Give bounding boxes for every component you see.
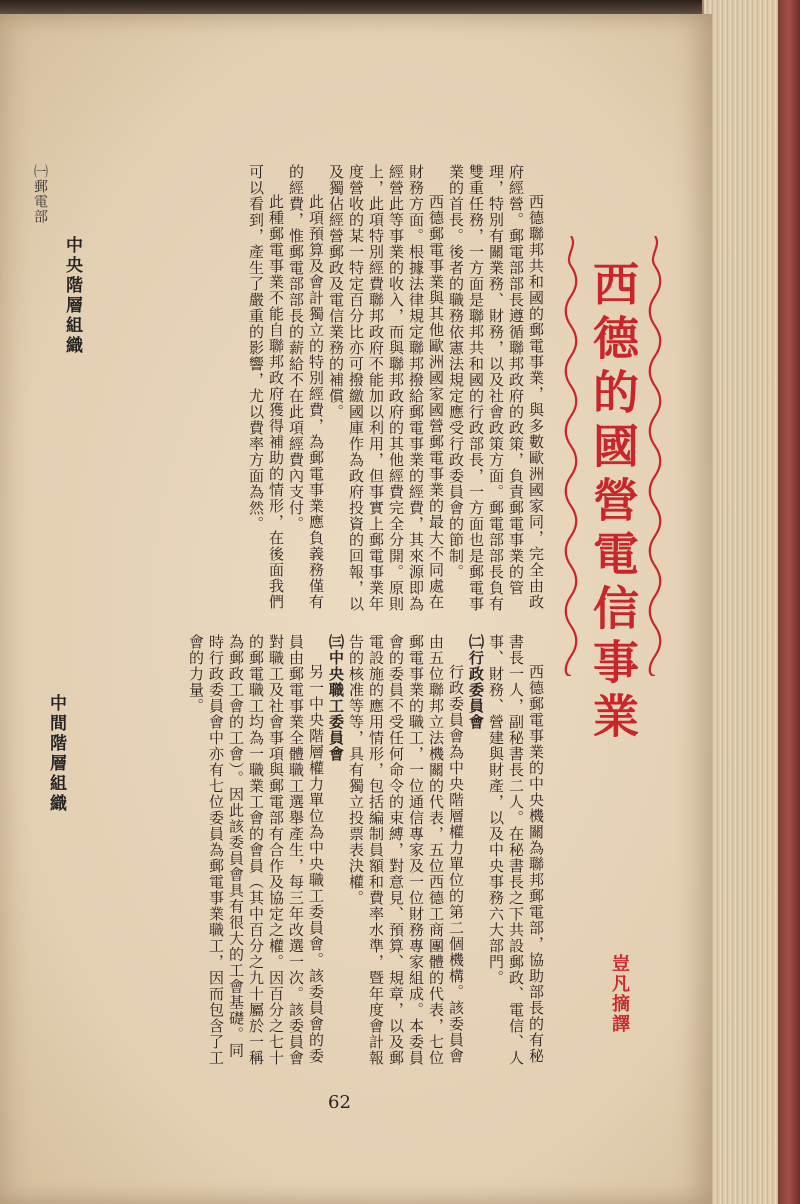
paragraph: 此種郵電事業不能自聯邦政府獲得補助的情形，在後面我們可以看到，產生了嚴重的影響，尤以費率方面為然。 xyxy=(247,164,285,610)
article-title: 西德的國營電信事業 xyxy=(586,260,640,746)
subsection-heading: ㈢中央職工委員會 xyxy=(327,634,345,762)
upper-text-block xyxy=(96,164,546,614)
paragraph: 西德郵電事業與其他歐洲國家國營郵電事業的最大不同處在財務方面。根據法律規定聯邦撥給郵電事業的經費，其來源即為經營此等事業的收入，而與聯邦政府的其他經費完全分開。原則上，此項特別經費聯邦政府不能加以利用，但事實上郵電事業年度營收的某一特定百分比亦可撥繳國庫作為政府投資的回報，以及獨佔經營郵政及電信業務的補償。 xyxy=(327,164,445,612)
right-wave-border xyxy=(648,236,662,676)
paragraph: 行政委員會為中央階層權力單位的第二個機構。該委員會由五位聯邦立法機關的代表，五位西德工商團體的代表，七位郵電事業的職工，一位通信專家及一位財務專家組成。本委員會的委員不受任何命令的束縛，對意見、預算、規章，以及郵電設施的應用情形，包括編制員額和費率水準，暨年度會計報告的核准等等，具有獨立投票表決權。 xyxy=(347,634,465,1066)
book-page xyxy=(0,14,712,1204)
paragraph: 西德聯邦共和國的郵電事業，與多數歐洲國家同，完全由政府經營。郵電部部長遵循聯邦政府的政策，負責郵電事業的管理，特別有關業務、財務，以及社會政策方面。郵電部部長負有雙重任務，一方面是聯邦共和國的行政部長，一方面也是郵電事業的首長。後者的職務依憲法規定應受行政委員會的節制。 xyxy=(447,164,545,612)
section-heading-central: 中央階層組織 xyxy=(62,236,82,356)
left-wave-border xyxy=(564,236,578,676)
translator-credit: 豈凡摘譯 xyxy=(609,954,630,1034)
section-heading-middle: 中間階層組織 xyxy=(46,694,66,814)
paragraph: 另一中央階層權力單位為中央職工委員會。該委員會的委員由郵電事業全體職工選舉產生，每三年改選一次。該委員會對職工及社會事項與郵電部有合作及協定之權。因百分之七十的郵電職工均為一職業工會的會員（其中百分之九十屬於一稱為郵政工會的工會）。因此該委員會具有很大的工會基礎。同時行政委員會中亦有七位委員為郵電事業職工，因而包含了工會的力量。 xyxy=(187,634,325,1066)
subsection-label-ministry: ㈠郵電部 xyxy=(32,164,48,224)
paragraph: 此項預算及會計獨立的特別經費，為郵電事業應負義務僅有的經費，惟郵電部部長的薪給不在此項經費內支付。 xyxy=(287,164,325,610)
lower-text-block xyxy=(80,634,546,1074)
book-cover-edge xyxy=(778,0,800,1204)
paragraph: 西德郵電事業的中央機關為聯邦郵電部，協助部長的有秘書長一人，副秘書長二人。在秘書長之下共設郵政、電信、人事、財務、營建與財產，以及中央事務六大部門。 xyxy=(487,634,545,1066)
page-number: 62 xyxy=(328,1092,351,1113)
subsection-heading: ㈡行政委員會 xyxy=(467,634,485,730)
